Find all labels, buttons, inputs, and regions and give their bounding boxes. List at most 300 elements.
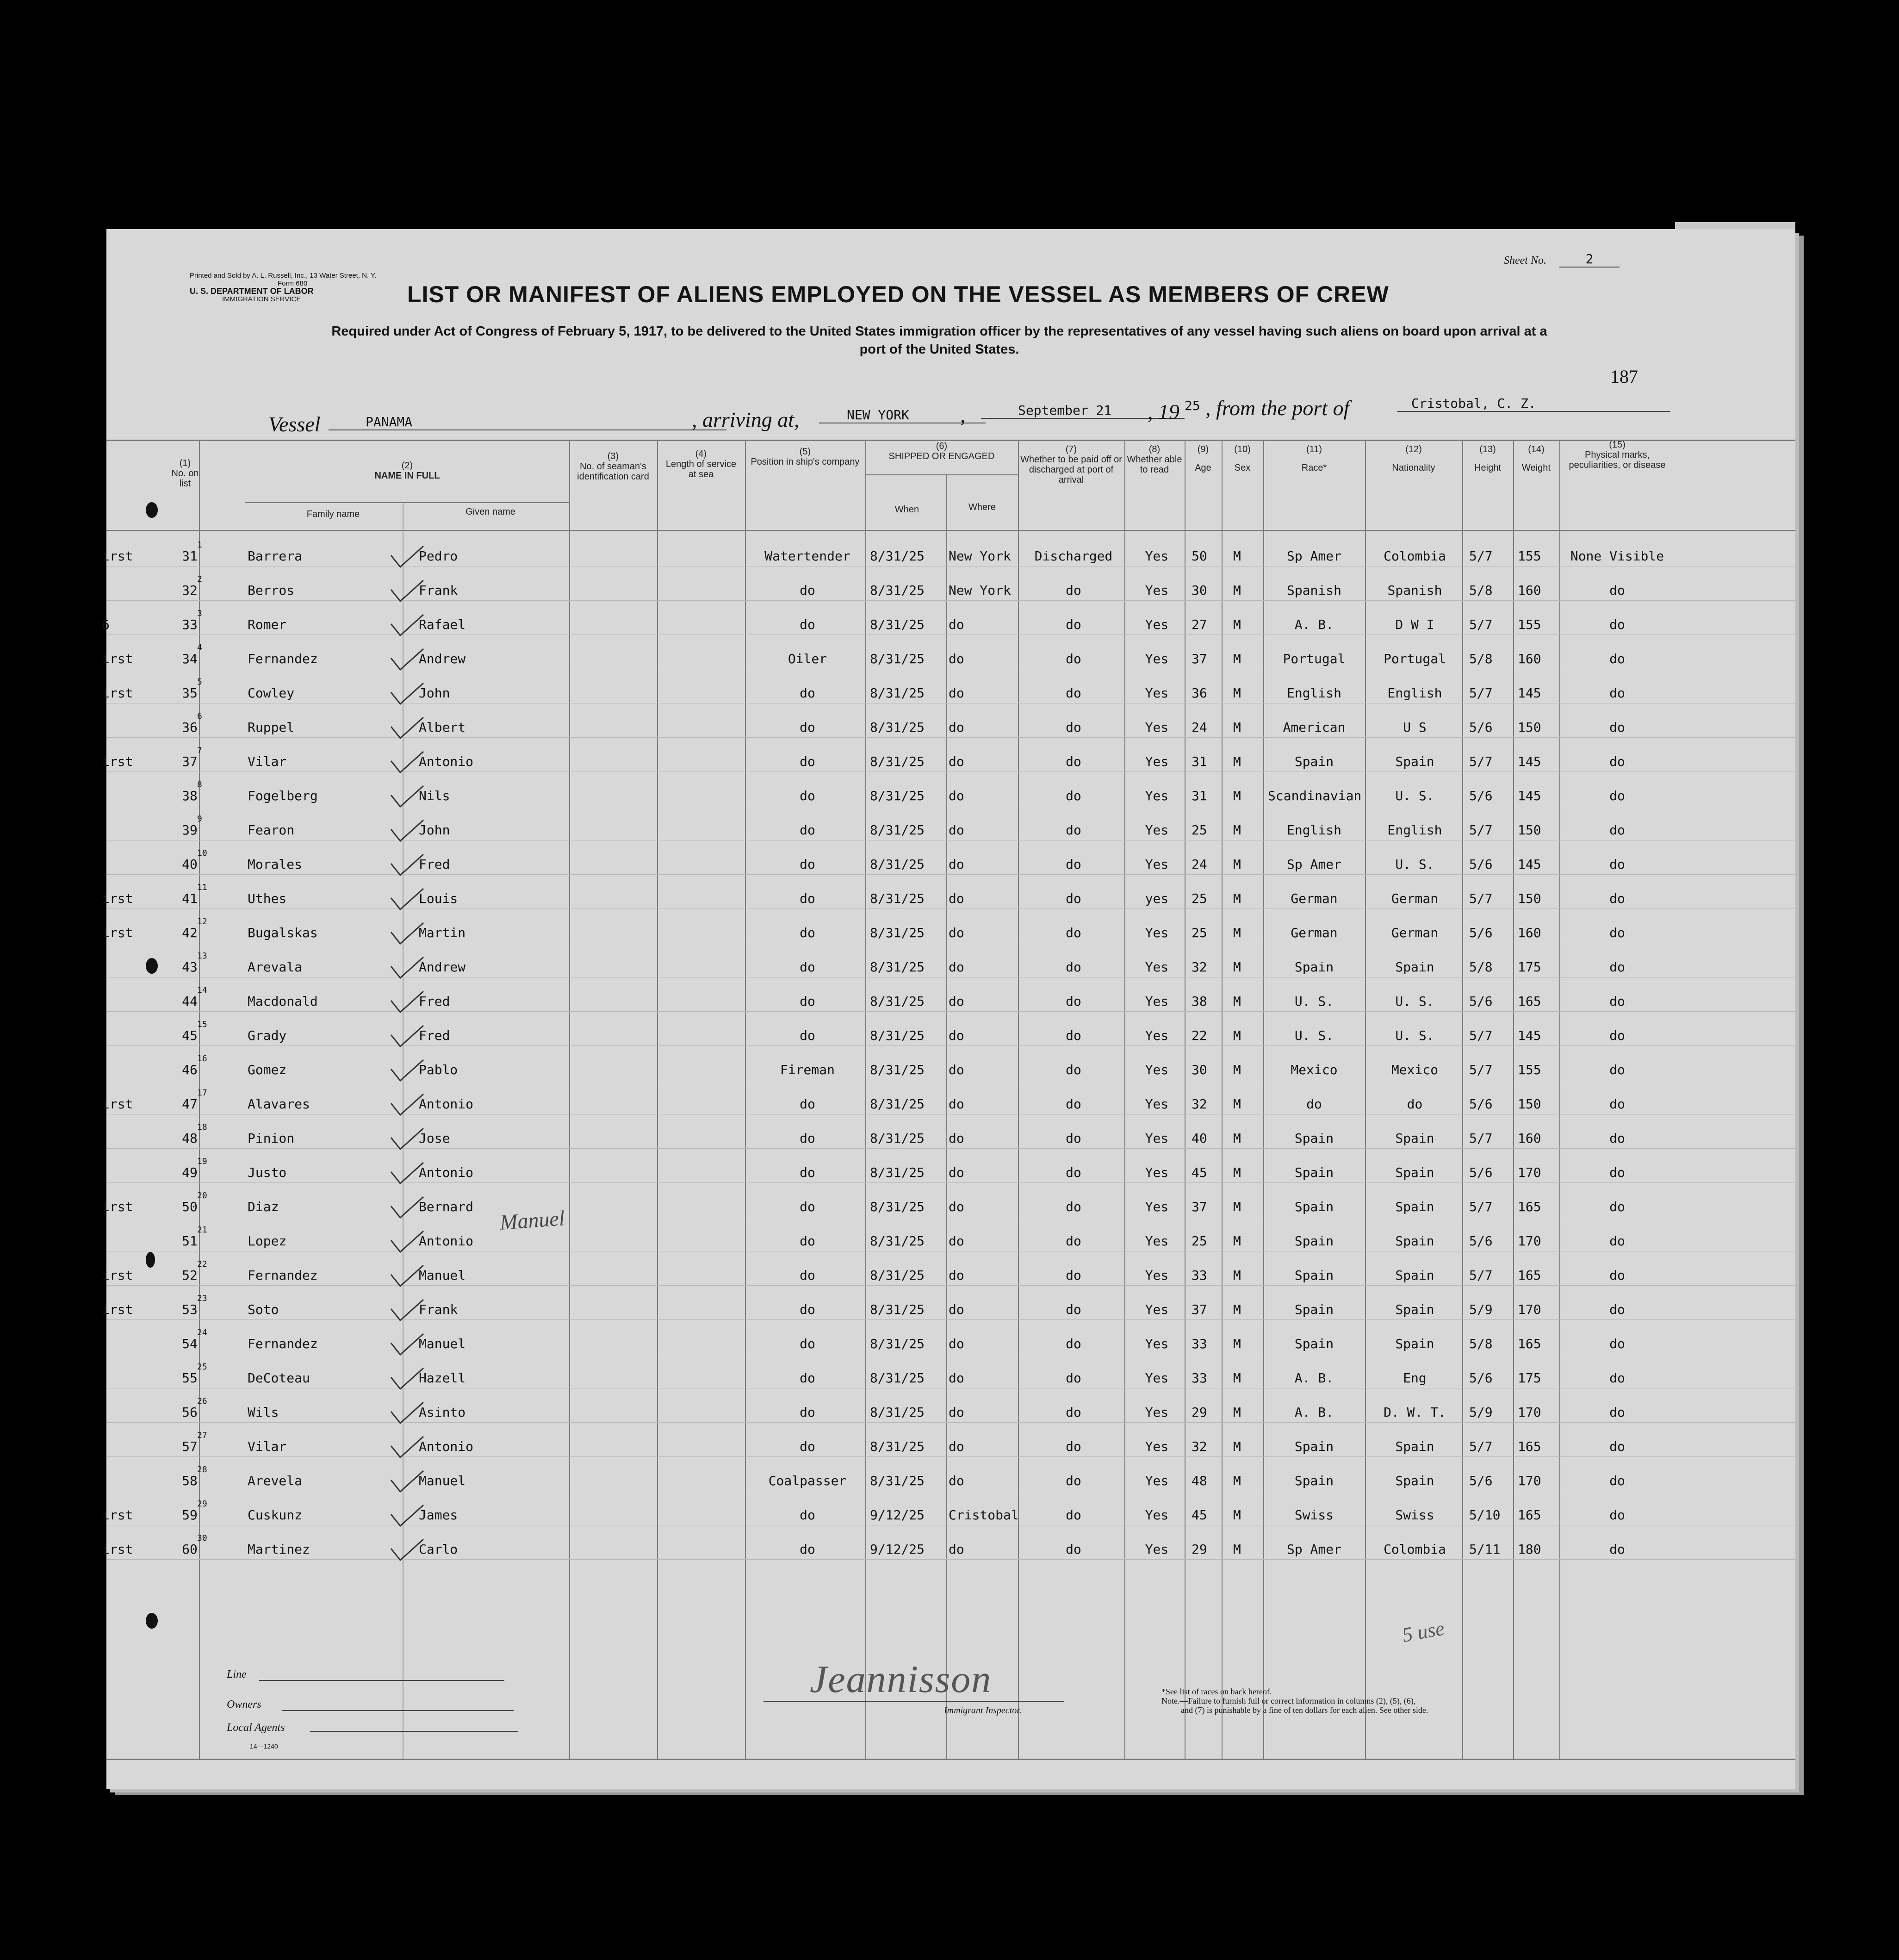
row-family-name: Ruppel xyxy=(248,720,295,735)
row-race: Sp Amer xyxy=(1286,857,1341,872)
row-shipped-where: do xyxy=(949,754,964,769)
row-given-name: Frank xyxy=(419,583,458,598)
row-position: do xyxy=(800,1165,815,1180)
row-shipped-where: do xyxy=(949,1268,964,1283)
col15-header xyxy=(1564,440,1670,470)
row-number: 40 xyxy=(182,857,198,872)
row-nationality: English xyxy=(1387,685,1442,701)
row-number: 55 xyxy=(182,1370,198,1386)
row-height: 5/8 xyxy=(1469,583,1493,598)
col7-number: (7) xyxy=(1065,444,1077,454)
row-able-to-read: Yes xyxy=(1145,548,1169,564)
col6-when: When xyxy=(894,504,919,515)
check-mark-icon xyxy=(389,612,426,640)
check-mark-icon xyxy=(389,1434,426,1462)
row-family-name: Fernandez xyxy=(248,1336,318,1351)
row-weight: 145 xyxy=(1518,685,1541,701)
check-mark-icon xyxy=(389,1537,426,1565)
row-shipped-when: 8/31/25 xyxy=(870,583,925,598)
manifest-sheet xyxy=(102,229,1795,1789)
row-shipped-when: 8/31/25 xyxy=(870,617,925,632)
row-shipped-where: do xyxy=(949,857,964,872)
inspector-label: Immigrant Inspector. xyxy=(944,1705,1022,1716)
department: U. S. DEPARTMENT OF LABOR xyxy=(190,286,314,296)
row-sex: M xyxy=(1233,1439,1241,1454)
page-title: LIST OR MANIFEST OF ALIENS EMPLOYED ON THE VESSEL AS MEMBERS OF CREW xyxy=(407,281,1389,307)
row-age: 25 xyxy=(1192,925,1207,940)
row-original-number: 7 xyxy=(197,746,202,755)
row-given-name: Antonio xyxy=(419,754,474,769)
col5-header xyxy=(750,447,861,467)
row-family-name: Martinez xyxy=(248,1542,310,1557)
row-shipped-where: do xyxy=(949,1131,964,1146)
col10-label: Sex xyxy=(1234,463,1251,473)
check-mark-icon xyxy=(389,955,426,983)
row-weight: 165 xyxy=(1518,994,1541,1009)
from-label: , from the port of xyxy=(1205,396,1350,420)
year-prefix: , 19 xyxy=(1148,400,1179,423)
row-number: 59 xyxy=(182,1507,198,1523)
row-position: do xyxy=(800,720,815,735)
row-shipped-where: do xyxy=(949,959,964,975)
col15-label: Physical marks, peculiarities, or disease xyxy=(1569,450,1666,470)
row-given-name: Pablo xyxy=(419,1062,458,1077)
row-given-name: Albert xyxy=(419,720,466,735)
row-margin-mark: irst xyxy=(102,891,133,906)
row-position: do xyxy=(800,1405,815,1420)
row-nationality: Spain xyxy=(1395,1165,1434,1180)
row-position: do xyxy=(800,857,815,872)
row-shipped-when: 8/31/25 xyxy=(870,1096,925,1112)
row-race: Spain xyxy=(1294,1268,1334,1283)
printer-line: Printed and Sold by A. L. Russell, Inc., 13 Water Street, N. Y. xyxy=(190,272,377,280)
row-shipped-where: do xyxy=(949,788,964,803)
row-paid-off: do xyxy=(1066,583,1081,598)
row-sex: M xyxy=(1233,788,1241,803)
col7-header xyxy=(1020,444,1122,485)
row-given-name: Fred xyxy=(419,1028,450,1043)
row-original-number: 23 xyxy=(197,1294,207,1303)
row-physical-marks: do xyxy=(1609,1439,1625,1454)
row-position: do xyxy=(800,583,815,598)
row-weight: 160 xyxy=(1518,583,1541,598)
col12-label: Nationality xyxy=(1392,463,1435,473)
row-number: 56 xyxy=(182,1405,198,1420)
row-weight: 165 xyxy=(1518,1439,1541,1454)
row-position: do xyxy=(800,617,815,632)
row-original-number: 27 xyxy=(197,1431,207,1440)
row-sex: M xyxy=(1233,754,1241,769)
row-age: 48 xyxy=(1192,1473,1207,1488)
row-shipped-where: do xyxy=(949,1370,964,1386)
row-nationality: D. W. T. xyxy=(1384,1405,1446,1420)
row-family-name: Diaz xyxy=(248,1199,279,1214)
row-age: 22 xyxy=(1192,1028,1207,1043)
check-mark-icon xyxy=(389,1366,426,1394)
row-height: 5/6 xyxy=(1469,1165,1493,1180)
row-margin-mark: irst xyxy=(102,754,133,769)
row-shipped-when: 8/31/25 xyxy=(870,651,925,666)
row-weight: 160 xyxy=(1518,1131,1541,1146)
row-physical-marks: do xyxy=(1609,651,1625,666)
row-sex: M xyxy=(1233,1336,1241,1351)
row-original-number: 15 xyxy=(197,1020,207,1029)
row-nationality: Colombia xyxy=(1384,1542,1446,1557)
row-race: German xyxy=(1291,891,1338,906)
row-shipped-when: 8/31/25 xyxy=(870,857,925,872)
row-position: do xyxy=(800,1542,815,1557)
row-nationality: Swiss xyxy=(1395,1507,1434,1523)
row-number: 39 xyxy=(182,822,198,838)
row-number: 33 xyxy=(182,617,198,632)
row-original-number: 28 xyxy=(197,1465,207,1475)
row-able-to-read: Yes xyxy=(1145,1542,1169,1557)
row-original-number: 6 xyxy=(197,711,202,721)
col7-label: Whether to be paid off or discharged at port of arrival xyxy=(1020,454,1122,485)
row-physical-marks: do xyxy=(1609,857,1625,872)
row-physical-marks: do xyxy=(1609,1165,1625,1180)
row-original-number: 22 xyxy=(197,1259,207,1269)
row-family-name: Soto xyxy=(248,1302,279,1317)
row-paid-off: do xyxy=(1066,925,1081,940)
row-paid-off: do xyxy=(1066,1268,1081,1283)
row-height: 5/6 xyxy=(1469,857,1493,872)
row-weight: 155 xyxy=(1518,617,1541,632)
row-able-to-read: Yes xyxy=(1145,1336,1169,1351)
row-given-name: Asinto xyxy=(419,1405,466,1420)
row-sex: M xyxy=(1233,1062,1241,1077)
col-divider xyxy=(1365,440,1366,1759)
note-races: *See list of races on back hereof. xyxy=(1161,1687,1272,1696)
col6-label: SHIPPED OR ENGAGED xyxy=(888,451,995,461)
row-physical-marks: do xyxy=(1609,720,1625,735)
row-given-name: Hazell xyxy=(419,1370,466,1386)
row-age: 32 xyxy=(1192,1439,1207,1454)
row-able-to-read: Yes xyxy=(1145,1370,1169,1386)
row-family-name: Pinion xyxy=(248,1131,295,1146)
row-given-name: Martin xyxy=(419,925,466,940)
row-number: 58 xyxy=(182,1473,198,1488)
col-divider xyxy=(865,440,866,1759)
row-physical-marks: do xyxy=(1609,754,1625,769)
row-weight: 170 xyxy=(1518,1165,1541,1180)
check-mark-icon xyxy=(389,1160,426,1188)
page-number: 187 xyxy=(1610,366,1638,387)
row-position: do xyxy=(800,1233,815,1249)
row-number: 49 xyxy=(182,1165,198,1180)
row-family-name: Barrera xyxy=(248,548,303,564)
col15-number: (15) xyxy=(1609,440,1626,450)
sheet-no: 2 xyxy=(1559,251,1620,268)
row-age: 50 xyxy=(1192,548,1207,564)
col8-header xyxy=(1127,444,1182,475)
check-mark-icon xyxy=(389,784,426,811)
row-family-name: Vilar xyxy=(248,1439,287,1454)
row-height: 5/8 xyxy=(1469,959,1493,975)
row-rule xyxy=(106,1148,1795,1149)
row-nationality: Portugal xyxy=(1384,651,1446,666)
row-number: 44 xyxy=(182,994,198,1009)
row-family-name: Arevala xyxy=(248,959,303,975)
row-position: do xyxy=(800,1507,815,1523)
row-paid-off: do xyxy=(1066,857,1081,872)
row-number: 35 xyxy=(182,685,198,701)
row-paid-off: do xyxy=(1066,1028,1081,1043)
row-position: do xyxy=(800,1336,815,1351)
printer-block xyxy=(190,272,376,303)
row-race: Swiss xyxy=(1294,1507,1334,1523)
row-given-name: Andrew xyxy=(419,651,466,666)
row-weight: 160 xyxy=(1518,651,1541,666)
row-age: 25 xyxy=(1192,1233,1207,1249)
row-number: 43 xyxy=(182,959,198,975)
row-shipped-where: do xyxy=(949,1199,964,1214)
row-age: 32 xyxy=(1192,1096,1207,1112)
row-physical-marks: do xyxy=(1609,1302,1625,1317)
row-age: 27 xyxy=(1192,617,1207,632)
row-original-number: 8 xyxy=(197,780,202,790)
row-original-number: 18 xyxy=(197,1122,207,1132)
row-race: English xyxy=(1286,685,1341,701)
col14-header xyxy=(1515,444,1557,473)
row-physical-marks: do xyxy=(1609,1370,1625,1386)
row-race: German xyxy=(1291,925,1338,940)
row-given-name: Pedro xyxy=(419,548,458,564)
col-divider xyxy=(745,440,746,1759)
col14-label: Weight xyxy=(1522,463,1551,473)
row-given-name: Fred xyxy=(419,857,450,872)
row-paid-off: do xyxy=(1066,1096,1081,1112)
row-paid-off: do xyxy=(1066,1473,1081,1488)
row-age: 25 xyxy=(1192,891,1207,906)
row-number: 53 xyxy=(182,1302,198,1317)
row-age: 31 xyxy=(1192,788,1207,803)
row-nationality: Spanish xyxy=(1387,583,1442,598)
row-given-name: Nils xyxy=(419,788,450,803)
row-height: 5/7 xyxy=(1469,754,1493,769)
vessel-label: Vessel xyxy=(268,412,321,436)
row-height: 5/7 xyxy=(1469,1439,1493,1454)
row-paid-off: do xyxy=(1066,685,1081,701)
row-position: Watertender xyxy=(764,548,850,564)
row-shipped-where: do xyxy=(949,617,964,632)
row-weight: 155 xyxy=(1518,548,1541,564)
row-position: Fireman xyxy=(780,1062,835,1077)
inspector-line xyxy=(763,1701,1064,1702)
row-weight: 170 xyxy=(1518,1302,1541,1317)
row-family-name: Cuskunz xyxy=(248,1507,303,1523)
col13-label: Height xyxy=(1474,463,1501,473)
row-shipped-when: 8/31/25 xyxy=(870,1268,925,1283)
row-shipped-when: 8/31/25 xyxy=(870,925,925,940)
row-physical-marks: do xyxy=(1609,1507,1625,1523)
row-family-name: Fernandez xyxy=(248,651,318,666)
check-mark-icon xyxy=(389,681,426,709)
row-height: 5/7 xyxy=(1469,1028,1493,1043)
row-position: do xyxy=(800,1096,815,1112)
row-shipped-when: 8/31/25 xyxy=(870,1473,925,1488)
check-mark-icon xyxy=(389,852,426,880)
col2-given: Given name xyxy=(465,507,515,517)
row-age: 37 xyxy=(1192,1302,1207,1317)
row-race: do xyxy=(1306,1096,1322,1112)
table-bottom-rule xyxy=(106,1759,1795,1760)
row-able-to-read: Yes xyxy=(1145,1439,1169,1454)
row-weight: 165 xyxy=(1518,1199,1541,1214)
row-position: do xyxy=(800,891,815,906)
row-height: 5/6 xyxy=(1469,925,1493,940)
row-given-name: Louis xyxy=(419,891,458,906)
row-family-name: Gomez xyxy=(248,1062,287,1077)
row-given-name: Antonio xyxy=(419,1096,474,1112)
check-mark-icon xyxy=(389,544,426,572)
row-paid-off: do xyxy=(1066,651,1081,666)
row-shipped-where: do xyxy=(949,1439,964,1454)
row-race: A. B. xyxy=(1294,1370,1334,1386)
row-rule xyxy=(106,737,1795,738)
row-nationality: Spain xyxy=(1395,1302,1434,1317)
row-position: do xyxy=(800,822,815,838)
inspector-signature: Jeannisson xyxy=(810,1658,992,1701)
row-original-number: 10 xyxy=(197,848,207,858)
row-nationality: Eng xyxy=(1403,1370,1427,1386)
row-family-name: Macdonald xyxy=(248,994,318,1009)
row-original-number: 11 xyxy=(197,883,207,892)
row-given-name: Jose xyxy=(419,1131,450,1146)
binding-hole xyxy=(146,1613,158,1629)
row-nationality: Colombia xyxy=(1384,548,1446,564)
row-sex: M xyxy=(1233,1096,1241,1112)
row-age: 30 xyxy=(1192,1062,1207,1077)
row-rule xyxy=(106,1182,1795,1183)
row-margin-mark: irst xyxy=(102,651,133,666)
row-margin-mark: irst xyxy=(102,1096,133,1112)
row-height: 5/7 xyxy=(1469,1062,1493,1077)
row-height: 5/9 xyxy=(1469,1302,1493,1317)
row-nationality: Spain xyxy=(1395,1439,1434,1454)
row-shipped-when: 8/31/25 xyxy=(870,754,925,769)
col13-header xyxy=(1465,444,1511,473)
row-age: 25 xyxy=(1192,822,1207,838)
row-weight: 165 xyxy=(1518,1507,1541,1523)
row-number: 50 xyxy=(182,1199,198,1214)
check-mark-icon xyxy=(389,1058,426,1085)
row-rule xyxy=(106,908,1795,909)
row-sex: M xyxy=(1233,1370,1241,1386)
row-nationality: D W I xyxy=(1395,617,1434,632)
row-sex: M xyxy=(1233,651,1241,666)
row-family-name: Grady xyxy=(248,1028,287,1043)
row-number: 46 xyxy=(182,1062,198,1077)
row-physical-marks: do xyxy=(1609,1336,1625,1351)
row-age: 37 xyxy=(1192,651,1207,666)
row-race: Spain xyxy=(1294,959,1334,975)
row-age: 45 xyxy=(1192,1507,1207,1523)
check-mark-icon xyxy=(389,1092,426,1120)
binding-hole xyxy=(146,502,158,518)
row-number: 48 xyxy=(182,1131,198,1146)
row-height: 5/8 xyxy=(1469,1336,1493,1351)
row-sex: M xyxy=(1233,1405,1241,1420)
row-paid-off: do xyxy=(1066,1370,1081,1386)
line-field xyxy=(259,1680,504,1681)
owners-field xyxy=(282,1710,514,1711)
row-age: 24 xyxy=(1192,857,1207,872)
col-divider xyxy=(946,474,947,1759)
row-weight: 170 xyxy=(1518,1473,1541,1488)
col5-number: (5) xyxy=(799,447,811,457)
col6-where: Where xyxy=(968,502,996,512)
col8-label: Whether able to read xyxy=(1127,454,1182,475)
row-shipped-when: 8/31/25 xyxy=(870,822,925,838)
row-nationality: Spain xyxy=(1395,754,1434,769)
row-shipped-where: do xyxy=(949,720,964,735)
check-mark-icon xyxy=(389,1229,426,1257)
row-able-to-read: Yes xyxy=(1145,1165,1169,1180)
row-weight: 145 xyxy=(1518,754,1541,769)
row-height: 5/7 xyxy=(1469,685,1493,701)
check-mark-icon xyxy=(389,989,426,1017)
row-shipped-where: do xyxy=(949,1096,964,1112)
row-given-name: Manuel xyxy=(419,1473,466,1488)
row-paid-off: do xyxy=(1066,1165,1081,1180)
row-physical-marks: do xyxy=(1609,1233,1625,1249)
col2-header xyxy=(245,460,569,481)
row-height: 5/7 xyxy=(1469,1131,1493,1146)
from-port: Cristobal, C. Z. xyxy=(1397,396,1670,412)
row-physical-marks: do xyxy=(1609,822,1625,838)
subtitle-line2: port of the United States. xyxy=(859,342,1019,357)
row-shipped-when: 8/31/25 xyxy=(870,1336,925,1351)
row-shipped-when: 8/31/25 xyxy=(870,788,925,803)
row-able-to-read: Yes xyxy=(1145,994,1169,1009)
row-paid-off: do xyxy=(1066,1131,1081,1146)
row-race: American xyxy=(1283,720,1346,735)
row-physical-marks: do xyxy=(1609,1131,1625,1146)
row-rule xyxy=(106,600,1795,601)
row-physical-marks: do xyxy=(1609,1542,1625,1557)
row-original-number: 25 xyxy=(197,1362,207,1372)
col6-number: (6) xyxy=(936,441,948,451)
arriving-label: , arriving at, xyxy=(692,408,800,431)
bottom-handwritten-note: 5 use xyxy=(1400,1617,1446,1647)
row-physical-marks: do xyxy=(1609,583,1625,598)
row-race: Spain xyxy=(1294,1302,1334,1317)
row-sex: M xyxy=(1233,1268,1241,1283)
row-number: 45 xyxy=(182,1028,198,1043)
row-nationality: Spain xyxy=(1395,1233,1434,1249)
row-weight: 170 xyxy=(1518,1405,1541,1420)
row-shipped-where: do xyxy=(949,1336,964,1351)
row-nationality: Spain xyxy=(1395,1268,1434,1283)
row-shipped-when: 9/12/25 xyxy=(870,1507,925,1523)
row-able-to-read: Yes xyxy=(1145,1028,1169,1043)
row-shipped-when: 8/31/25 xyxy=(870,1302,925,1317)
col-divider xyxy=(569,440,570,1759)
row-nationality: Spain xyxy=(1395,1199,1434,1214)
row-paid-off: do xyxy=(1066,959,1081,975)
col2-family: Family name xyxy=(306,509,360,519)
row-original-number: 5 xyxy=(197,677,202,687)
row-given-name: Frank xyxy=(419,1302,458,1317)
col12-number: (12) xyxy=(1405,444,1422,454)
row-age: 33 xyxy=(1192,1370,1207,1386)
row-position: Coalpasser xyxy=(768,1473,847,1488)
row-nationality: do xyxy=(1407,1096,1423,1112)
row-physical-marks: do xyxy=(1609,1473,1625,1488)
check-mark-icon xyxy=(389,715,426,743)
row-shipped-when: 9/12/25 xyxy=(870,1542,925,1557)
